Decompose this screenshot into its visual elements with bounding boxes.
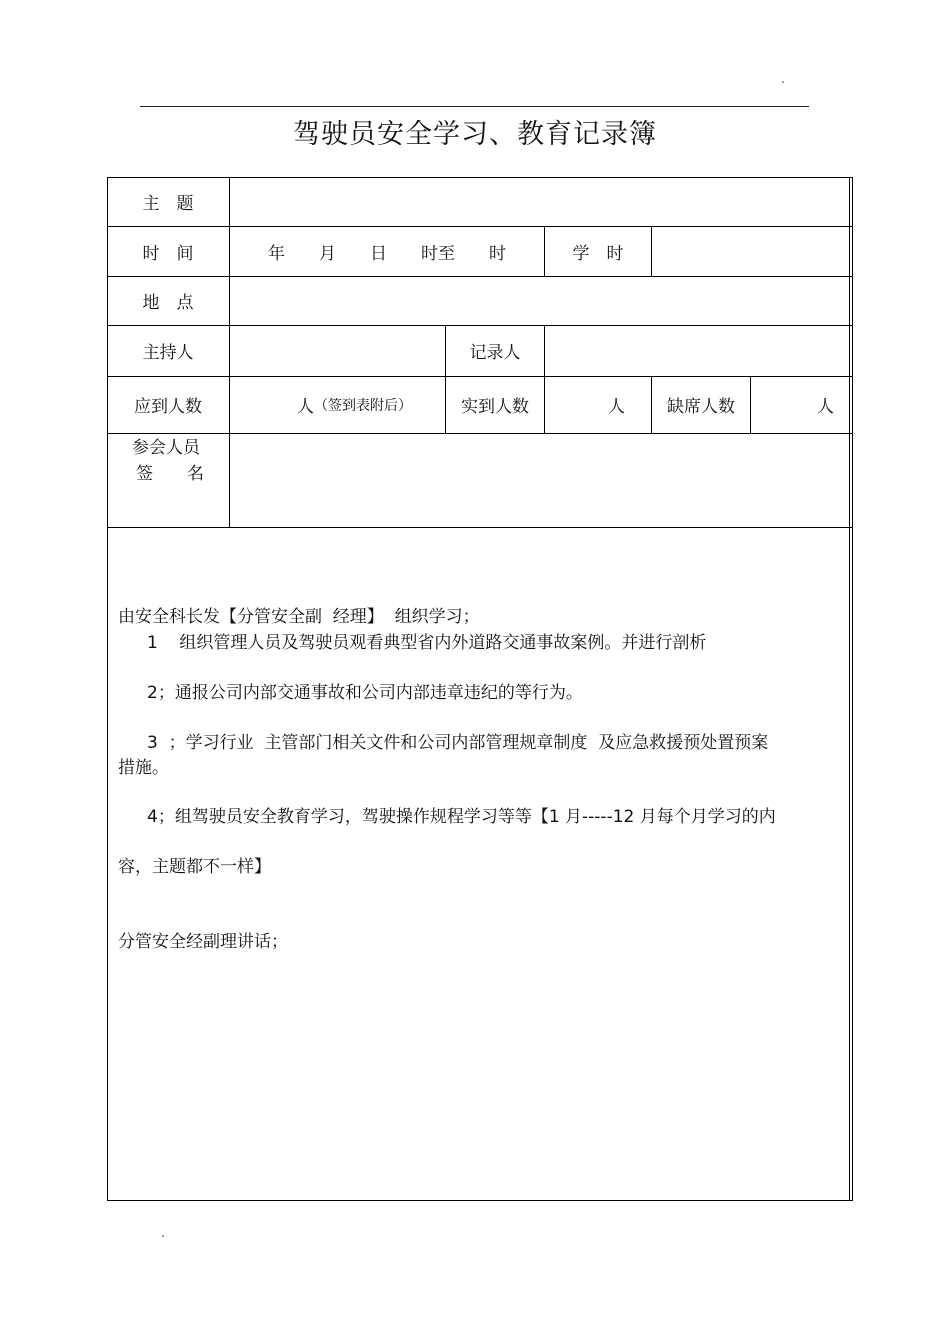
signature-label-line1: 参会人员 xyxy=(132,437,200,458)
topic-label: 主 题 xyxy=(142,194,194,214)
list-item: 2；通报公司内部交通事故和公司内部违章违纪的等行为。 xyxy=(147,683,583,703)
page-title: 驾驶员安全学习、教育记录簿 xyxy=(293,119,657,150)
place-field[interactable] xyxy=(230,276,849,325)
actual-count-label: 实到人数 xyxy=(461,397,529,417)
header-rule xyxy=(140,106,809,107)
time-field[interactable]: 年 月 日 时至 时 xyxy=(268,243,506,264)
place-label: 地 点 xyxy=(142,293,194,313)
signature-label-line2: 签 名 xyxy=(136,463,204,484)
closing-text: 分管安全经副理讲话； xyxy=(118,932,288,952)
expected-count-label: 应到人数 xyxy=(134,397,202,417)
time-label: 时 间 xyxy=(142,243,194,264)
intro-text: 由安全科长发【分管安全副 经理】 组织学习； xyxy=(118,607,480,627)
list-item: 3 ；学习行业 主管部门相关文件和公司内部管理规章制度 及应急救援预处置预案 xyxy=(147,733,769,753)
actual-count-unit[interactable]: 人 xyxy=(608,397,625,417)
topic-field[interactable] xyxy=(230,177,849,226)
list-item: 4；组驾驶员安全教育学习，驾驶操作规程学习等等【1 月-----12 月每个月学习的内 xyxy=(147,807,776,827)
hours-label: 学 时 xyxy=(572,243,624,264)
column-divider xyxy=(750,376,751,433)
list-item-continuation: 措施。 xyxy=(118,758,169,778)
recorder-field[interactable] xyxy=(545,325,849,376)
hours-field[interactable] xyxy=(652,226,849,276)
expected-count-unit: 人 xyxy=(297,397,314,417)
frame-double-border xyxy=(849,177,850,1201)
list-item-continuation: 容，主题都不一样】 xyxy=(118,857,271,877)
recorder-label: 记录人 xyxy=(469,343,521,363)
row-divider xyxy=(107,527,853,528)
host-field[interactable] xyxy=(230,325,445,376)
expected-count-field[interactable] xyxy=(297,376,445,433)
sign-in-sheet-note: （签到表附后） xyxy=(314,397,412,414)
absent-count-label: 缺席人数 xyxy=(667,397,735,417)
header-dot: . xyxy=(781,72,785,86)
signature-area[interactable] xyxy=(230,434,849,527)
absent-count-unit[interactable]: 人 xyxy=(817,397,834,417)
host-label: 主持人 xyxy=(142,343,194,363)
list-item: 1 组织管理人员及驾驶员观看典型省内外道路交通事故案例。并进行剖析 xyxy=(147,633,707,653)
footer-dot: . xyxy=(161,1226,165,1240)
